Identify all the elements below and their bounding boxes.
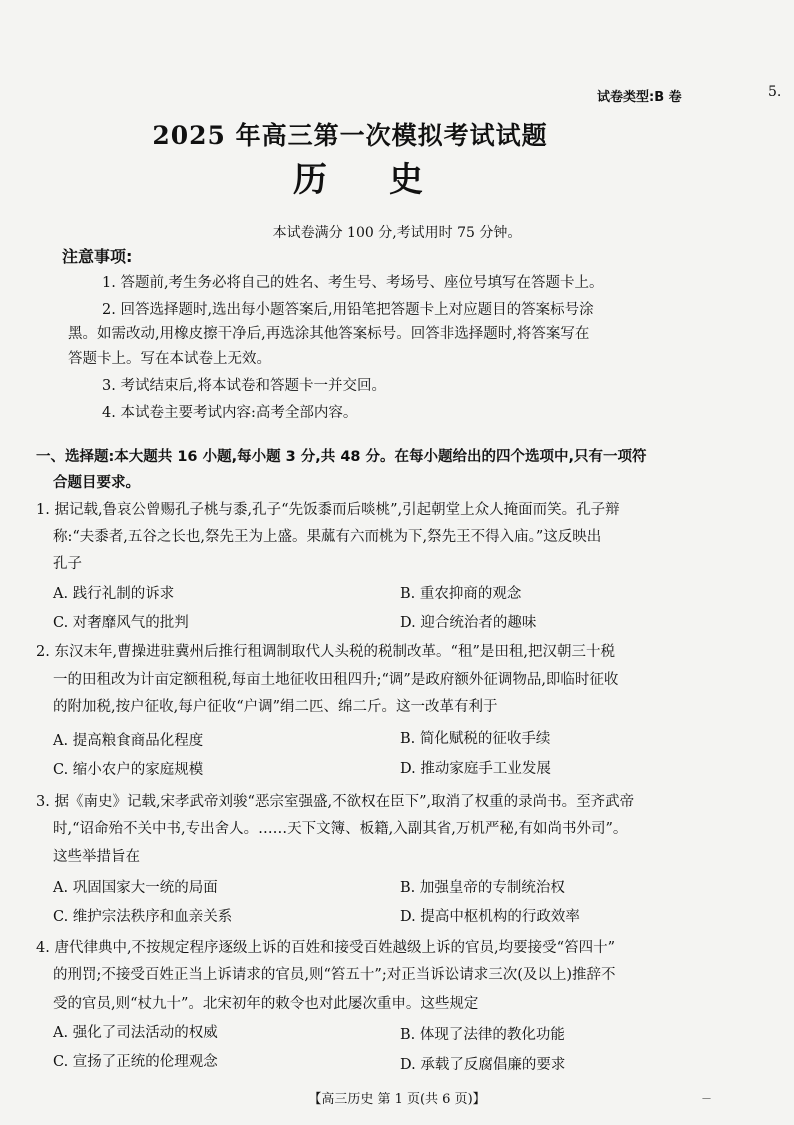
question-4-option-b[interactable]: B. 体现了法律的教化功能 — [400, 1027, 565, 1043]
notes-line: 4. 本试卷主要考试内容:高考全部内容。 — [102, 405, 358, 421]
question-2-option-b[interactable]: B. 简化赋税的征收手续 — [400, 731, 551, 747]
question-1-stem: 孔子 — [53, 556, 82, 572]
paper-type-label: 试卷类型:B 卷 — [597, 90, 682, 105]
subject-char-left: 历 — [293, 160, 327, 200]
notes-line: 答题卡上。写在本试卷上无效。 — [68, 351, 271, 367]
question-4-stem: 受的官员,则“杖九十”。北宋初年的敕令也对此屡次重申。这些规定 — [53, 996, 479, 1012]
exam-title: 2025 年高三第一次模拟考试试题 — [152, 121, 548, 150]
question-2-option-d[interactable]: D. 推动家庭手工业发展 — [400, 761, 551, 777]
question-4-option-d[interactable]: D. 承载了反腐倡廉的要求 — [400, 1057, 566, 1073]
subject-title — [0, 152, 716, 201]
question-3-option-c[interactable]: C. 维护宗法秩序和血亲关系 — [53, 909, 233, 925]
question-2-stem: 一的田租改为计亩定额租税,每亩土地征收田租四升;“调”是政府额外征调物品,即临时征收 — [53, 672, 619, 688]
question-3-option-b[interactable]: B. 加强皇帝的专制统治权 — [400, 880, 565, 896]
question-2-stem: 2. 东汉末年,曹操进驻冀州后推行租调制取代人头税的税制改革。“租”是田租,把汉朝三十税 — [36, 644, 615, 660]
question-1-option-a[interactable]: A. 践行礼制的诉求 — [53, 586, 175, 602]
question-4-option-c[interactable]: C. 宣扬了正统的伦理观念 — [53, 1054, 218, 1070]
question-1-option-d[interactable]: D. 迎合统治者的趣味 — [400, 615, 537, 631]
question-2-option-c[interactable]: C. 缩小农户的家庭规模 — [53, 762, 204, 778]
notes-line: 黑。如需改动,用橡皮擦干净后,再选涂其他答案标号。回答非选择题时,将答案写在 — [68, 326, 590, 342]
question-4-option-a[interactable]: A. 强化了司法活动的权威 — [53, 1025, 218, 1041]
question-2-stem: 的附加税,按户征收,每户征收“户调”绢二匹、绵二斤。这一改革有利于 — [53, 699, 498, 715]
question-3-stem: 时,“诏命殆不关中书,专出舍人。……天下文簿、板籍,入副其省,万机严秘,有如尚书外司”。 — [53, 821, 628, 837]
question-1-stem: 1. 据记载,鲁哀公曾赐孔子桃与黍,孔子“先饭黍而后啖桃”,引起朝堂上众人掩面而笑。孔子辩 — [36, 502, 620, 518]
question-1-stem: 称:“夫黍者,五谷之长也,祭先王为上盛。果蓏有六而桃为下,祭先王不得入庙。”这反映出 — [53, 529, 602, 545]
notes-line: 1. 答题前,考生务必将自己的姓名、考生号、考场号、座位号填写在答题卡上。 — [102, 275, 604, 291]
question-4-stem: 的刑罚;不接受百姓正当上诉请求的官员,则“笞五十”;对正当诉讼请求三次(及以上)推辞不 — [53, 967, 616, 983]
notes-heading: 注意事项: — [62, 247, 133, 266]
exam-info: 本试卷满分 100 分,考试用时 75 分钟。 — [272, 225, 522, 241]
section-heading: 合题目要求。 — [53, 475, 140, 491]
subject-char-right: 史 — [389, 160, 423, 200]
question-3-option-a[interactable]: A. 巩固国家大一统的局面 — [53, 880, 218, 896]
question-3-stem: 3. 据《南史》记载,宋孝武帝刘骏“恶宗室强盛,不欲权在臣下”,取消了权重的录尚书。至齐武帝 — [36, 794, 635, 810]
question-4-stem: 4. 唐代律典中,不按规定程序逐级上诉的百姓和接受百姓越级上诉的官员,均要接受“笞四十” — [36, 940, 615, 956]
question-3-option-d[interactable]: D. 提高中枢机构的行政效率 — [400, 909, 580, 925]
notes-line: 3. 考试结束后,将本试卷和答题卡一并交回。 — [102, 378, 387, 394]
question-2-option-a[interactable]: A. 提高粮食商品化程度 — [53, 733, 204, 749]
question-1-option-b[interactable]: B. 重农抑商的观念 — [400, 586, 522, 602]
corner-mark: 5. — [768, 84, 782, 100]
question-3-stem: 这些举措旨在 — [53, 849, 140, 865]
page-footer: 【高三历史 第 1 页(共 6 页)】 — [308, 1092, 486, 1107]
notes-line: 2. 回答选择题时,选出每小题答案后,用铅笔把答题卡上对应题目的答案标号涂 — [102, 302, 594, 318]
section-heading: 一、选择题:本大题共 16 小题,每小题 3 分,共 48 分。在每小题给出的四个选项中,只有一项符 — [36, 449, 647, 465]
corner-dash: — — [702, 1094, 711, 1104]
question-1-option-c[interactable]: C. 对奢靡风气的批判 — [53, 615, 189, 631]
